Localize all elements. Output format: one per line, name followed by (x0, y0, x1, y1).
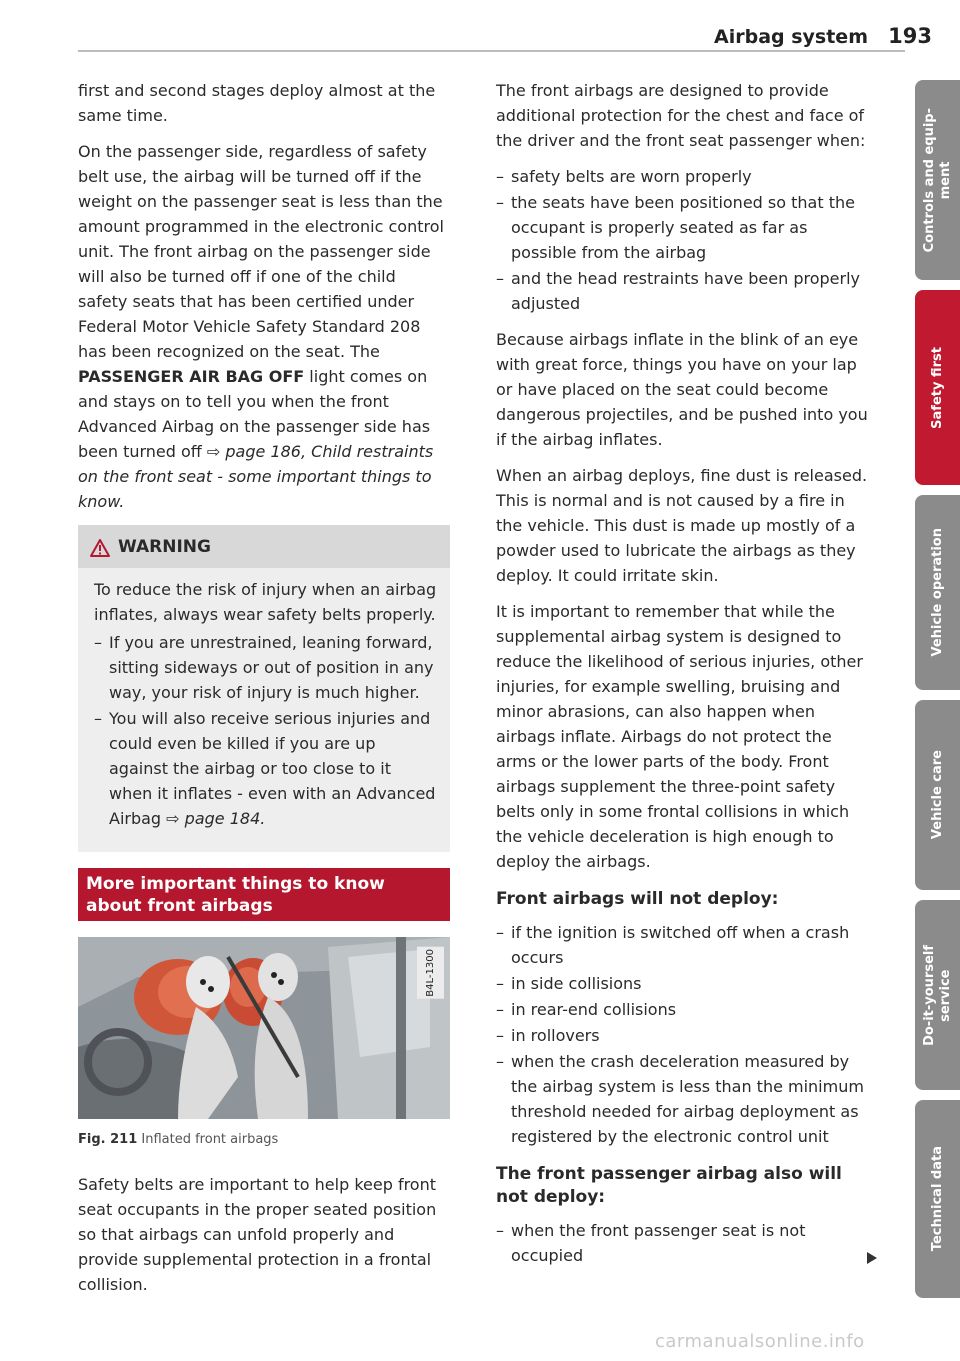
side-tab-vehicle-care[interactable] (915, 700, 960, 890)
side-tab-safety-first[interactable] (915, 290, 960, 485)
section-title: Airbag system (714, 26, 868, 48)
paragraph-text: On the passenger side, regardless of safety belt use, the airbag will be turned off if the weight on the passenger seat is less than the amount programmed in the electronic control unit. The front airbag on the passenger side will also be turned off if one of the child safety seats that has been certified under Federal Motor Vehicle Safety Standard 208 has been recognized on the seat. The (78, 142, 444, 361)
side-tab-vehicle-operation[interactable] (915, 495, 960, 690)
paragraph: Safety belts are important to help keep front seat occupants in the proper seated position so that airbags can unfold properly and provide supplemental protection in a frontal collision. (78, 1175, 437, 1294)
continue-arrow-icon[interactable] (866, 1249, 878, 1268)
list-item: – the seats have been positioned so that the occupant is properly seated as far as possible from the airbag (496, 190, 872, 265)
paragraph-text: light comes on and stays on to tell you when the front Advanced Airbag on the passenger side has been turned off (78, 367, 431, 461)
page-reference-link[interactable]: ⇨ page 184. (166, 809, 266, 828)
list-item: – when the front passenger seat is not occupied (496, 1218, 872, 1268)
figure-caption (78, 1127, 450, 1152)
warning-header (78, 525, 450, 568)
side-tab-technical-data[interactable] (915, 1100, 960, 1298)
list-item: – in rollovers (496, 1023, 872, 1048)
paragraph: Because airbags inflate in the blink of an eye with great force, things you have on your lap or have placed on the seat could become dangerous projectiles, and be pushed into you if the airbag inflates. (496, 330, 868, 449)
subheading: Front airbags will not deploy: (496, 889, 779, 909)
warning-intro: To reduce the risk of injury when an airbag inflates, always wear safety belts properly. (94, 580, 437, 624)
warning-title: WARNING (118, 537, 211, 557)
indicator-name: PASSENGER AIR BAG OFF (78, 367, 305, 386)
left-column (78, 78, 450, 1308)
subheading: The front passenger airbag also will not deploy: (496, 1164, 842, 1207)
side-tab-label: Do-it-yourself service (921, 944, 953, 1046)
no-deploy-list (496, 920, 872, 1149)
watermark: carmanualsonline.info (655, 1331, 865, 1352)
inflated-airbags-figure (78, 937, 450, 1119)
paragraph (78, 139, 450, 514)
list-item-text: You will also receive serious injuries and could even be killed if you are up against the airbag or too close to it when it inflates - even with an Advanced Airbag (109, 709, 436, 828)
figure-code: B4L-1300 (417, 947, 444, 999)
paragraph: It is important to remember that while the supplemental airbag system is designed to reduce the likelihood of serious injuries, other injuries, for example swelling, bruising and minor abrasions, can also happen when airbags inflate. Airbags do not protect the arms or the lower parts of the body. Front airbags supplement the three-point safety belts only in some frontal collisions in which the vehicle deceleration is high enough to deploy the airbags. (496, 602, 863, 871)
list-item: – If you are unrestrained, leaning forward, sitting sideways or out of position in any way, your risk of injury is much higher. (94, 630, 438, 705)
list-item (94, 706, 438, 831)
side-tab-label: Vehicle operation (929, 528, 945, 657)
airbag-illustration (78, 937, 450, 1119)
list-item: – and the head restraints have been properly adjusted (496, 266, 872, 316)
figure-caption-text: Inflated front airbags (141, 1132, 279, 1147)
paragraph: first and second stages deploy almost at the same time. (78, 81, 436, 125)
warning-triangle-icon (90, 539, 110, 557)
side-tab-label: Controls and equip- ment (921, 107, 953, 253)
figure-label: Fig. 211 (78, 1132, 138, 1147)
paragraph: When an airbag deploys, fine dust is released. This is normal and is not caused by a fire in the vehicle. This dust is made up mostly of a powder used to lubricate the airbags as they deploy. It could irritate skin. (496, 466, 868, 585)
side-tab-label: Safety first (929, 346, 945, 429)
list-item: – when the crash deceleration measured by the airbag system is less than the minimum threshold needed for airbag deployment as registered by the electronic control unit (496, 1049, 872, 1149)
list-item: – if the ignition is switched off when a crash occurs (496, 920, 872, 970)
page-number: 193 (888, 24, 932, 48)
warning-box (78, 525, 450, 852)
list-item: – in side collisions (496, 971, 872, 996)
warning-list (94, 630, 438, 831)
side-tab-label: Vehicle care (929, 750, 945, 840)
section-heading: More important things to know about front airbags (78, 868, 450, 921)
conditions-list (496, 164, 872, 316)
list-item: – safety belts are worn properly (496, 164, 872, 189)
warning-body (78, 568, 450, 852)
paragraph: The front airbags are designed to provide additional protection for the chest and face of the driver and the front seat passenger when: (496, 81, 866, 150)
passenger-no-deploy-list (496, 1218, 872, 1268)
side-tab-do-it-yourself[interactable] (915, 900, 960, 1090)
page-reference-link[interactable]: ⇨ page 186, Child restraints on the front seat - some important things to know. (78, 442, 434, 511)
right-column (496, 78, 872, 1279)
side-tab-label: Technical data (929, 1146, 945, 1252)
list-item: – in rear-end collisions (496, 997, 872, 1022)
side-tab-controls[interactable] (915, 80, 960, 280)
header-rule (78, 50, 905, 52)
